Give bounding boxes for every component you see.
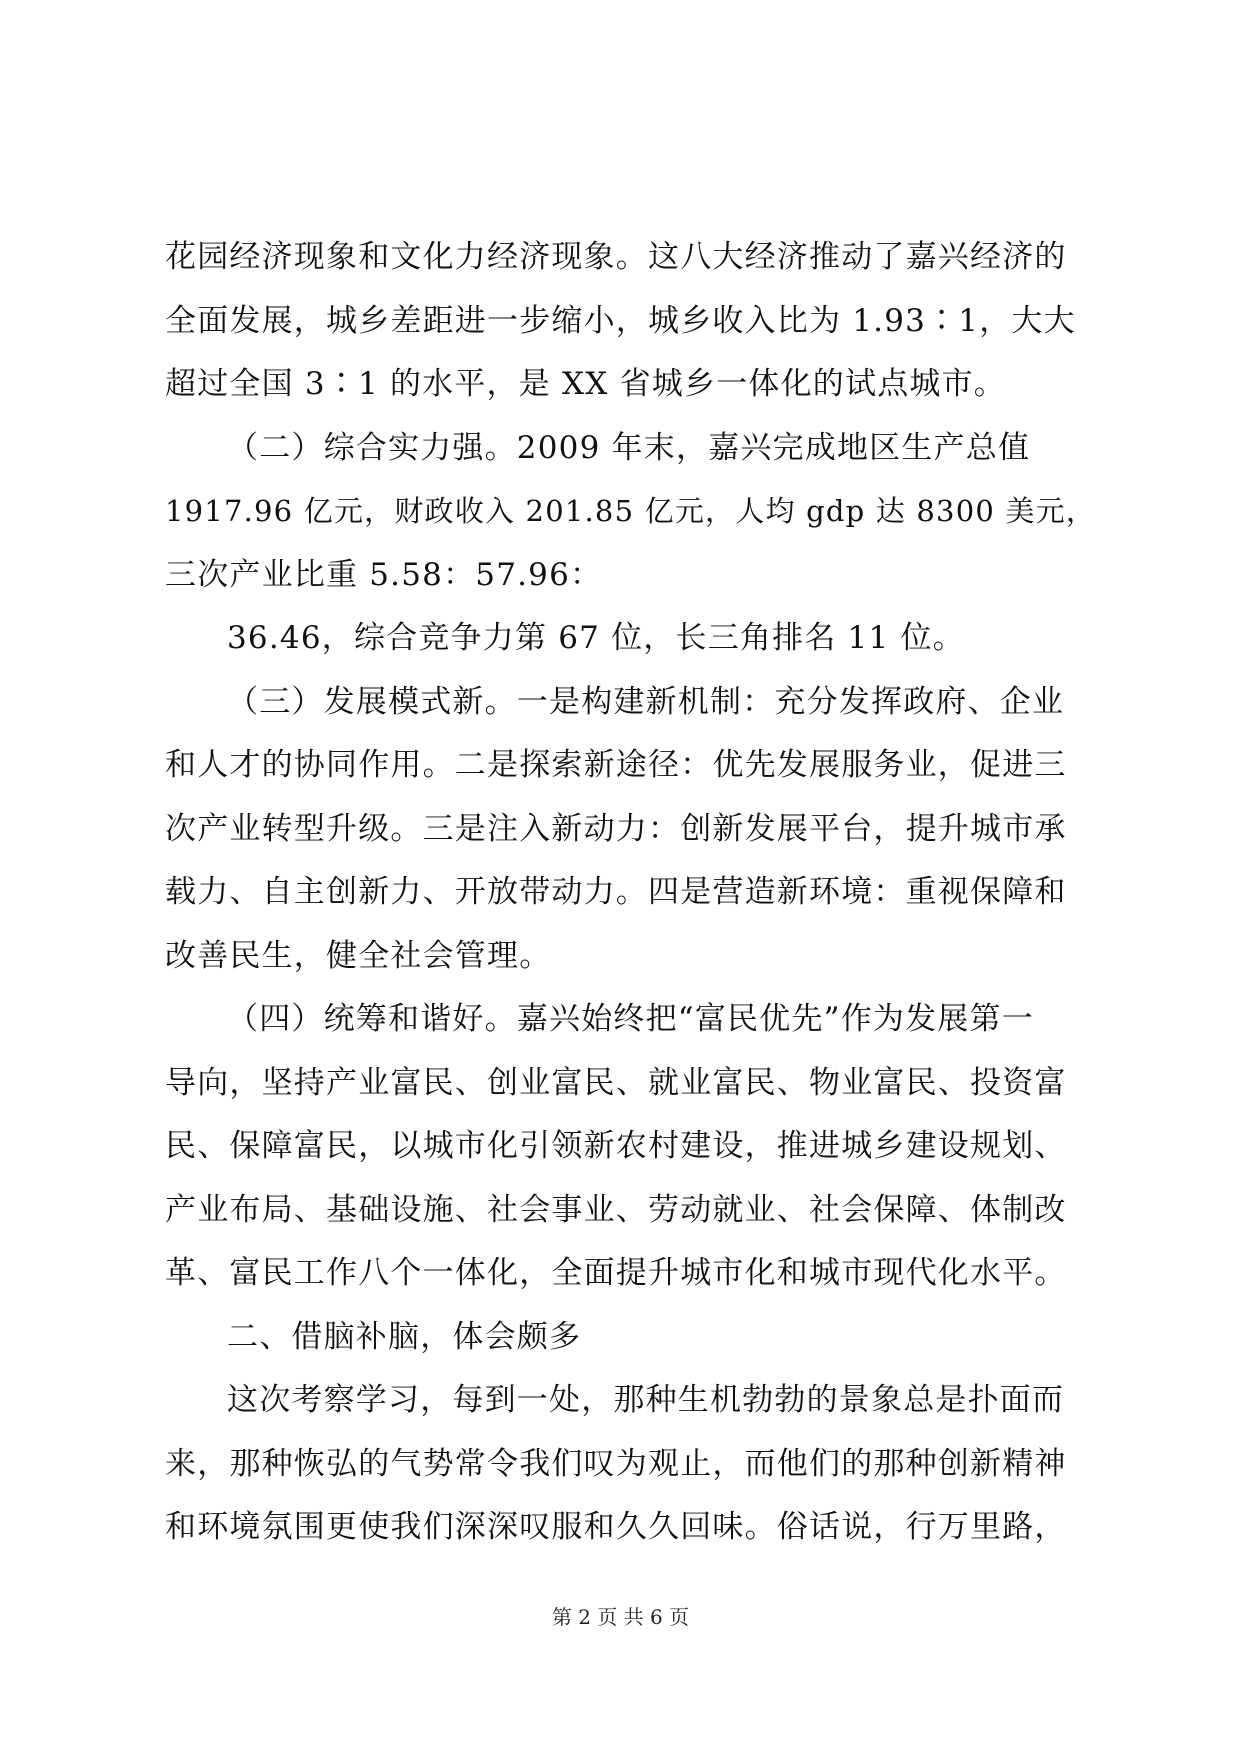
- text-line: 导向，坚持产业富民、创业富民、就业富民、物业富民、投资富: [165, 1064, 1067, 1101]
- text-line: （三）发展模式新。一是构建新机制：充分发挥政府、企业: [227, 683, 1065, 720]
- text-line: 产业布局、基础设施、社会事业、劳动就业、社会保障、体制改: [165, 1191, 1067, 1228]
- body-text: [165, 226, 1097, 1560]
- text-line: 全面发展，城乡差距进一步缩小，城乡收入比为 1.93∶1，大大: [165, 302, 1076, 339]
- text-line: 载力、自主创新力、开放带动力。四是营造新环境：重视保障和: [165, 874, 1067, 910]
- text-line: 花园经济现象和文化力经济现象。这八大经济推动了嘉兴经济的: [165, 239, 1067, 275]
- text-line: 次产业转型升级。三是注入新动力：创新发展平台，提升城市承: [165, 810, 1067, 847]
- text-line: 超过全国 3∶1 的水平，是 XX 省城乡一体化的试点城市。: [165, 366, 1006, 402]
- text-line: 和人才的协同作用。二是探索新途径：优先发展服务业，促进三: [165, 747, 1067, 783]
- text-line: 革、富民工作八个一体化，全面提升城市化和城市现代化水平。: [165, 1255, 1067, 1291]
- text-line: 和环境氛围更使我们深深叹服和久久回味。俗话说，行万里路，: [165, 1509, 1067, 1545]
- page-number: 第 2 页 共 6 页: [551, 1605, 690, 1629]
- text-line: 三次产业比重 5.58：57.96：: [165, 556, 603, 593]
- text-line: 36.46，综合竞争力第 67 位，长三角排名 11 位。: [227, 620, 965, 656]
- text-line: 1917.96 亿元，财政收入 201.85 亿元，人均 gdp 达 8300 美元，: [165, 494, 1097, 528]
- text-line: 来，那种恢弘的气势常令我们叹为观止，而他们的那种创新精神: [165, 1445, 1067, 1482]
- text-line: （二）综合实力强。2009 年末，嘉兴完成地区生产总值: [227, 429, 1031, 466]
- text-line: 改善民生，健全社会管理。: [165, 937, 552, 974]
- text-line: 民、保障富民，以城市化引领新农村建设，推进城乡建设规划、: [165, 1128, 1067, 1164]
- text-line: （四）统筹和谐好。嘉兴始终把“富民优先”作为发展第一: [227, 1001, 1034, 1037]
- section-heading: 二、借脑补脑，体会颇多: [227, 1318, 582, 1355]
- text-line: 这次考察学习，每到一处，那种生机勃勃的景象总是扑面而: [227, 1382, 1065, 1418]
